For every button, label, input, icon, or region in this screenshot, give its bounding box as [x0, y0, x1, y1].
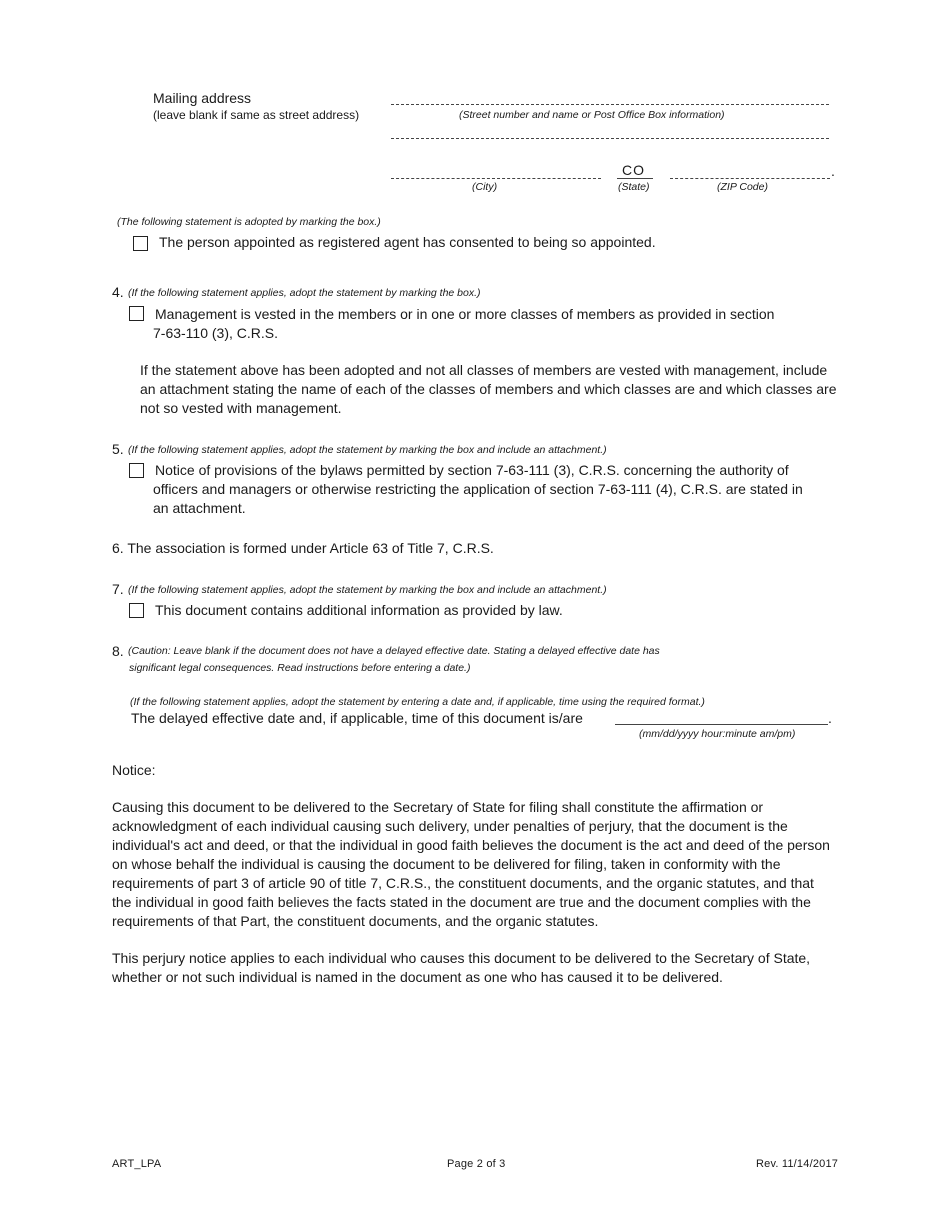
item4-checkbox[interactable]: [129, 306, 144, 321]
state-value: CO: [622, 162, 645, 178]
item4-number: 4.: [112, 284, 124, 300]
zip-period: .: [831, 163, 835, 179]
city-hint: (City): [472, 181, 498, 193]
item5-statement-rest: officers and managers or otherwise restricting the application of section 7-63-111 (4), C.R.S. are stated in an attachment.: [153, 481, 803, 516]
street-hint: (Street number and name or Post Office Box information): [459, 109, 725, 121]
item8-statement: The delayed effective date and, if applicable, time of this document is/are: [131, 710, 583, 726]
notice-heading: Notice:: [112, 762, 156, 778]
item8-period: .: [828, 710, 832, 726]
item5-checkbox[interactable]: [129, 463, 144, 478]
item7-number: 7.: [112, 581, 124, 597]
notice-paragraph-2: This perjury notice applies to each individual who causes this document to be delivered to the Secretary of State, whether or not such individual is named in the document as one who has caused it to be delivered.: [112, 950, 811, 985]
item7-statement: This document contains additional information as provided by law.: [155, 602, 563, 618]
city-input-line[interactable]: [391, 178, 601, 179]
street-address-line-2[interactable]: [391, 138, 829, 139]
zip-input-line[interactable]: [670, 178, 830, 179]
footer-form-code: ART_LPA: [112, 1158, 162, 1170]
item8-number: 8.: [112, 643, 124, 659]
mailing-address-sublabel: (leave blank if same as street address): [153, 108, 360, 122]
street-address-input-line[interactable]: [391, 104, 829, 105]
item6-statement: 6. The association is formed under Article 63 of Title 7, C.R.S.: [112, 540, 494, 556]
item5-note: (If the following statement applies, adopt the statement by marking the box and include an attachment.): [128, 444, 607, 456]
item7-note: (If the following statement applies, adopt the statement by marking the box and include an attachment.): [128, 584, 607, 596]
item4-statement-line1: Management is vested in the members or in one or more classes of members as provided in section: [155, 306, 775, 322]
consent-statement: The person appointed as registered agent has consented to being so appointed.: [159, 234, 656, 250]
footer-page-number: Page 2 of 3: [447, 1158, 506, 1170]
delayed-date-input-line[interactable]: [615, 724, 828, 725]
consent-note: (The following statement is adopted by marking the box.): [117, 216, 381, 228]
item4-statement-line2: 7-63-110 (3), C.R.S.: [153, 325, 279, 341]
item5-number: 5.: [112, 441, 124, 457]
item7-checkbox[interactable]: [129, 603, 144, 618]
item4-followup: If the statement above has been adopted and not all classes of members are vested with management, include an attachment stating the name of each of the classes of members and which classes are and which classes are not so vested with management.: [140, 362, 837, 416]
item8-note: (If the following statement applies, adopt the statement by entering a date and, if applicable, time using the required format.): [130, 696, 705, 708]
item8-caution-line2: significant legal consequences. Read instructions before entering a date.): [129, 662, 471, 674]
footer-revision: Rev. 11/14/2017: [756, 1158, 839, 1170]
item8-format-hint: (mm/dd/yyyy hour:minute am/pm): [639, 728, 796, 740]
consent-checkbox[interactable]: [133, 236, 148, 251]
notice-paragraph-1: Causing this document to be delivered to the Secretary of State for filing shall constitute the affirmation or acknowledgment of each individual causing such delivery, under penalties of perjury, that the document is the individual's act and deed, or that the individual in good faith believes the document is the act and deed of the person on whose behalf the individual is causing the document to be delivered for filing, taken in conformity with the requirements of part 3 of article 90 of title 7, C.R.S., the constituent documents, and the organic statutes, and that the individual in good faith believes the facts stated in the document are true and the document complies with the requirements of that Part, the constituent documents, and the organic statutes.: [112, 799, 830, 929]
state-underline: [617, 178, 653, 179]
mailing-address-label: Mailing address: [153, 90, 252, 106]
item5-statement-line1: Notice of provisions of the bylaws permitted by section 7-63-111 (3), C.R.S. concerning the authority of: [155, 462, 789, 478]
zip-hint: (ZIP Code): [717, 181, 768, 193]
item8-caution-line1: (Caution: Leave blank if the document does not have a delayed effective date. Stating a delayed effective date has: [128, 645, 660, 657]
item4-note: (If the following statement applies, adopt the statement by marking the box.): [128, 287, 481, 299]
state-hint: (State): [618, 181, 650, 193]
